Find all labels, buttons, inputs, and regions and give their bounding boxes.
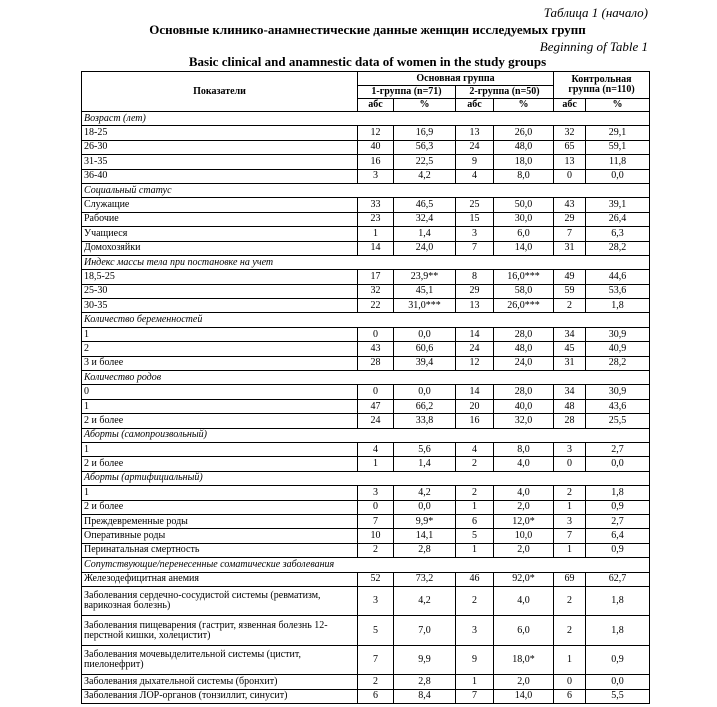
cell-abs: 13 xyxy=(456,126,494,140)
cell-abs: 1 xyxy=(554,645,586,675)
section-title: Аборты (самопроизвольный) xyxy=(82,428,650,442)
cell-pct: 1,8 xyxy=(586,586,650,616)
cell-pct: 8,0 xyxy=(494,442,554,456)
row-label: Заболевания сердечно-сосудистой системы (ревматизм, варикозная болезнь) xyxy=(82,586,358,616)
cell-pct: 1,8 xyxy=(586,616,650,646)
table-row xyxy=(82,543,650,557)
cell-abs: 20 xyxy=(456,399,494,413)
table-row xyxy=(82,169,650,183)
table-row xyxy=(82,572,650,586)
cell-pct: 4,0 xyxy=(494,586,554,616)
cell-pct: 26,0 xyxy=(494,126,554,140)
cell-pct: 28,2 xyxy=(586,241,650,255)
row-label: Рабочие xyxy=(82,212,358,226)
table-row xyxy=(82,514,650,528)
cell-pct: 32,4 xyxy=(394,212,456,226)
cell-abs: 69 xyxy=(554,572,586,586)
header-pct: % xyxy=(494,99,554,112)
cell-pct: 53,6 xyxy=(586,284,650,298)
cell-abs: 14 xyxy=(358,241,394,255)
cell-abs: 12 xyxy=(456,356,494,370)
cell-abs: 34 xyxy=(554,327,586,341)
section-title: Количество беременностей xyxy=(82,313,650,327)
cell-abs: 28 xyxy=(554,414,586,428)
table-caption-en: Beginning of Table 1 xyxy=(539,39,648,54)
cell-abs: 16 xyxy=(456,414,494,428)
table-row xyxy=(82,299,650,313)
header-control-group: Контрольная группа (n=110) xyxy=(554,72,650,99)
section-row xyxy=(82,558,650,572)
cell-pct: 48,0 xyxy=(494,342,554,356)
cell-abs: 1 xyxy=(554,500,586,514)
cell-pct: 0,9 xyxy=(586,500,650,514)
cell-pct: 0,9 xyxy=(586,645,650,675)
table-row xyxy=(82,140,650,154)
cell-pct: 60,6 xyxy=(394,342,456,356)
cell-pct: 66,2 xyxy=(394,399,456,413)
cell-pct: 16,0*** xyxy=(494,270,554,284)
table-row xyxy=(82,616,650,646)
cell-abs: 1 xyxy=(358,457,394,471)
cell-abs: 6 xyxy=(554,689,586,703)
cell-abs: 52 xyxy=(358,572,394,586)
table-row xyxy=(82,645,650,675)
cell-abs: 0 xyxy=(358,500,394,514)
row-label: 1 xyxy=(82,399,358,413)
cell-pct: 24,0 xyxy=(494,356,554,370)
cell-abs: 9 xyxy=(456,645,494,675)
cell-pct: 1,8 xyxy=(586,486,650,500)
cell-abs: 2 xyxy=(554,616,586,646)
cell-abs: 7 xyxy=(456,689,494,703)
header-abs: абс xyxy=(554,99,586,112)
cell-abs: 40 xyxy=(358,140,394,154)
row-label: Перинатальная смертность xyxy=(82,543,358,557)
cell-pct: 0,0 xyxy=(394,327,456,341)
cell-abs: 48 xyxy=(554,399,586,413)
cell-pct: 2,7 xyxy=(586,442,650,456)
cell-abs: 32 xyxy=(358,284,394,298)
header-abs: абс xyxy=(456,99,494,112)
cell-abs: 7 xyxy=(456,241,494,255)
cell-pct: 1,4 xyxy=(394,227,456,241)
cell-pct: 1,8 xyxy=(586,299,650,313)
header-pct: % xyxy=(586,99,650,112)
cell-abs: 25 xyxy=(456,198,494,212)
cell-pct: 8,4 xyxy=(394,689,456,703)
row-label: 18-25 xyxy=(82,126,358,140)
section-title: Индекс массы тела при постановке на учет xyxy=(82,255,650,269)
cell-abs: 0 xyxy=(358,327,394,341)
cell-pct: 23,9** xyxy=(394,270,456,284)
section-title: Аборты (артифициальный) xyxy=(82,471,650,485)
section-title: Сопутствующие/перенесенные соматические заболевания xyxy=(82,558,650,572)
section-row xyxy=(82,428,650,442)
row-label: 2 и более xyxy=(82,457,358,471)
row-label: 1 xyxy=(82,442,358,456)
cell-abs: 13 xyxy=(554,155,586,169)
section-row xyxy=(82,471,650,485)
clinical-data-table xyxy=(81,71,650,704)
table-row xyxy=(82,675,650,689)
cell-abs: 34 xyxy=(554,385,586,399)
section-row xyxy=(82,313,650,327)
cell-pct: 6,0 xyxy=(494,616,554,646)
cell-abs: 28 xyxy=(358,356,394,370)
cell-abs: 1 xyxy=(554,543,586,557)
table-row xyxy=(82,442,650,456)
cell-pct: 40,9 xyxy=(586,342,650,356)
cell-abs: 1 xyxy=(456,675,494,689)
cell-abs: 43 xyxy=(554,198,586,212)
cell-pct: 28,0 xyxy=(494,327,554,341)
cell-pct: 30,9 xyxy=(586,327,650,341)
cell-abs: 6 xyxy=(358,689,394,703)
cell-pct: 44,6 xyxy=(586,270,650,284)
cell-pct: 29,1 xyxy=(586,126,650,140)
cell-abs: 31 xyxy=(554,356,586,370)
row-label: 2 и более xyxy=(82,500,358,514)
cell-abs: 46 xyxy=(456,572,494,586)
row-label: 25-30 xyxy=(82,284,358,298)
cell-abs: 13 xyxy=(456,299,494,313)
cell-pct: 8,0 xyxy=(494,169,554,183)
cell-abs: 9 xyxy=(456,155,494,169)
cell-abs: 2 xyxy=(456,486,494,500)
cell-abs: 15 xyxy=(456,212,494,226)
table-row xyxy=(82,327,650,341)
cell-pct: 18,0 xyxy=(494,155,554,169)
cell-pct: 9,9* xyxy=(394,514,456,528)
cell-pct: 10,0 xyxy=(494,529,554,543)
cell-abs: 24 xyxy=(358,414,394,428)
row-label: 3 и более xyxy=(82,356,358,370)
header-pct: % xyxy=(394,99,456,112)
cell-abs: 0 xyxy=(358,385,394,399)
cell-abs: 49 xyxy=(554,270,586,284)
cell-abs: 7 xyxy=(358,645,394,675)
cell-pct: 62,7 xyxy=(586,572,650,586)
cell-abs: 23 xyxy=(358,212,394,226)
cell-pct: 14,0 xyxy=(494,241,554,255)
cell-pct: 39,1 xyxy=(586,198,650,212)
table-row xyxy=(82,155,650,169)
cell-pct: 0,9 xyxy=(586,543,650,557)
cell-abs: 2 xyxy=(554,299,586,313)
cell-abs: 2 xyxy=(554,586,586,616)
table-row xyxy=(82,227,650,241)
cell-abs: 5 xyxy=(456,529,494,543)
cell-pct: 14,1 xyxy=(394,529,456,543)
cell-abs: 32 xyxy=(554,126,586,140)
table-row xyxy=(82,356,650,370)
row-label: Заболевания дыхательной системы (бронхит) xyxy=(82,675,358,689)
cell-abs: 17 xyxy=(358,270,394,284)
cell-abs: 1 xyxy=(456,500,494,514)
cell-pct: 4,2 xyxy=(394,586,456,616)
cell-abs: 14 xyxy=(456,327,494,341)
cell-pct: 4,2 xyxy=(394,169,456,183)
cell-abs: 31 xyxy=(554,241,586,255)
section-title: Возраст (лет) xyxy=(82,112,650,126)
cell-pct: 6,3 xyxy=(586,227,650,241)
cell-abs: 5 xyxy=(358,616,394,646)
cell-pct: 12,0* xyxy=(494,514,554,528)
row-label: Железодефицитная анемия xyxy=(82,572,358,586)
cell-pct: 25,5 xyxy=(586,414,650,428)
cell-pct: 5,6 xyxy=(394,442,456,456)
cell-abs: 1 xyxy=(358,227,394,241)
cell-pct: 56,3 xyxy=(394,140,456,154)
cell-pct: 26,0*** xyxy=(494,299,554,313)
section-row xyxy=(82,112,650,126)
cell-abs: 3 xyxy=(456,227,494,241)
cell-abs: 4 xyxy=(456,442,494,456)
table-row xyxy=(82,500,650,514)
header-main-group: Основная группа xyxy=(358,72,554,86)
cell-abs: 2 xyxy=(358,675,394,689)
cell-pct: 0,0 xyxy=(394,385,456,399)
cell-abs: 22 xyxy=(358,299,394,313)
cell-pct: 48,0 xyxy=(494,140,554,154)
cell-abs: 12 xyxy=(358,126,394,140)
header-indicators: Показатели xyxy=(82,72,358,112)
cell-pct: 0,0 xyxy=(586,457,650,471)
cell-pct: 1,4 xyxy=(394,457,456,471)
table-row xyxy=(82,342,650,356)
table-title-en: Basic clinical and anamnestic data of women in the study groups xyxy=(188,54,547,69)
cell-abs: 3 xyxy=(358,169,394,183)
cell-abs: 0 xyxy=(554,457,586,471)
cell-abs: 24 xyxy=(456,342,494,356)
table-title-ru: Основные клинико-анамнестические данные женщин исследуемых групп xyxy=(149,22,586,37)
cell-pct: 2,0 xyxy=(494,543,554,557)
header-abs: абс xyxy=(358,99,394,112)
table-row xyxy=(82,385,650,399)
cell-pct: 11,8 xyxy=(586,155,650,169)
cell-abs: 59 xyxy=(554,284,586,298)
row-label: 30-35 xyxy=(82,299,358,313)
section-title: Количество родов xyxy=(82,371,650,385)
cell-abs: 47 xyxy=(358,399,394,413)
cell-abs: 7 xyxy=(554,529,586,543)
cell-abs: 16 xyxy=(358,155,394,169)
cell-abs: 65 xyxy=(554,140,586,154)
cell-pct: 7,0 xyxy=(394,616,456,646)
row-label: 2 и более xyxy=(82,414,358,428)
cell-abs: 29 xyxy=(456,284,494,298)
table-row xyxy=(82,198,650,212)
cell-abs: 14 xyxy=(456,385,494,399)
table-row xyxy=(82,586,650,616)
table-body xyxy=(82,112,650,704)
cell-pct: 28,2 xyxy=(586,356,650,370)
table-row xyxy=(82,241,650,255)
cell-pct: 0,0 xyxy=(394,500,456,514)
cell-pct: 59,1 xyxy=(586,140,650,154)
cell-abs: 3 xyxy=(358,486,394,500)
table-row xyxy=(82,399,650,413)
cell-abs: 10 xyxy=(358,529,394,543)
table-row xyxy=(82,212,650,226)
cell-abs: 45 xyxy=(554,342,586,356)
cell-pct: 22,5 xyxy=(394,155,456,169)
cell-pct: 50,0 xyxy=(494,198,554,212)
cell-pct: 2,8 xyxy=(394,675,456,689)
cell-abs: 4 xyxy=(358,442,394,456)
cell-abs: 24 xyxy=(456,140,494,154)
table-caption-ru: Таблица 1 (начало) xyxy=(543,5,648,20)
cell-abs: 7 xyxy=(358,514,394,528)
row-label: 31-35 xyxy=(82,155,358,169)
cell-abs: 33 xyxy=(358,198,394,212)
cell-pct: 2,0 xyxy=(494,675,554,689)
header-group-1: 1-группа (n=71) xyxy=(358,86,456,99)
row-label: Преждевременные роды xyxy=(82,514,358,528)
cell-pct: 39,4 xyxy=(394,356,456,370)
cell-abs: 6 xyxy=(456,514,494,528)
table-row xyxy=(82,284,650,298)
table-row xyxy=(82,689,650,703)
cell-pct: 6,0 xyxy=(494,227,554,241)
cell-pct: 31,0*** xyxy=(394,299,456,313)
table-row xyxy=(82,486,650,500)
cell-pct: 73,2 xyxy=(394,572,456,586)
cell-abs: 4 xyxy=(456,169,494,183)
cell-abs: 29 xyxy=(554,212,586,226)
row-label: 36-40 xyxy=(82,169,358,183)
cell-pct: 0,0 xyxy=(586,675,650,689)
cell-abs: 43 xyxy=(358,342,394,356)
cell-pct: 32,0 xyxy=(494,414,554,428)
cell-pct: 24,0 xyxy=(394,241,456,255)
cell-abs: 1 xyxy=(456,543,494,557)
cell-abs: 8 xyxy=(456,270,494,284)
row-label: 26-30 xyxy=(82,140,358,154)
header-group-2: 2-группа (n=50) xyxy=(456,86,554,99)
cell-pct: 40,0 xyxy=(494,399,554,413)
cell-pct: 2,7 xyxy=(586,514,650,528)
cell-pct: 46,5 xyxy=(394,198,456,212)
table-row xyxy=(82,126,650,140)
table-row xyxy=(82,414,650,428)
cell-abs: 3 xyxy=(456,616,494,646)
section-row xyxy=(82,183,650,197)
cell-abs: 3 xyxy=(358,586,394,616)
cell-abs: 7 xyxy=(554,227,586,241)
cell-pct: 2,0 xyxy=(494,500,554,514)
cell-pct: 4,0 xyxy=(494,457,554,471)
table-row xyxy=(82,457,650,471)
section-row xyxy=(82,255,650,269)
row-label: Учащиеся xyxy=(82,227,358,241)
cell-abs: 2 xyxy=(358,543,394,557)
cell-pct: 4,0 xyxy=(494,486,554,500)
cell-pct: 30,9 xyxy=(586,385,650,399)
cell-pct: 33,8 xyxy=(394,414,456,428)
cell-abs: 0 xyxy=(554,675,586,689)
cell-pct: 9,9 xyxy=(394,645,456,675)
cell-pct: 43,6 xyxy=(586,399,650,413)
cell-pct: 58,0 xyxy=(494,284,554,298)
cell-abs: 3 xyxy=(554,442,586,456)
cell-pct: 14,0 xyxy=(494,689,554,703)
row-label: Заболевания пищеварения (гастрит, язвенная болезнь 12-перстной кишки, холецистит) xyxy=(82,616,358,646)
cell-pct: 26,4 xyxy=(586,212,650,226)
row-label: Заболевания мочевыделительной системы (цистит, пиелонефрит) xyxy=(82,645,358,675)
cell-pct: 18,0* xyxy=(494,645,554,675)
table-row xyxy=(82,529,650,543)
cell-pct: 6,4 xyxy=(586,529,650,543)
section-title: Социальный статус xyxy=(82,183,650,197)
cell-pct: 45,1 xyxy=(394,284,456,298)
cell-pct: 30,0 xyxy=(494,212,554,226)
table-row xyxy=(82,270,650,284)
row-label: Оперативные роды xyxy=(82,529,358,543)
row-label: Домохозяйки xyxy=(82,241,358,255)
row-label: 18,5-25 xyxy=(82,270,358,284)
section-row xyxy=(82,371,650,385)
cell-abs: 2 xyxy=(554,486,586,500)
row-label: 1 xyxy=(82,327,358,341)
cell-abs: 3 xyxy=(554,514,586,528)
cell-pct: 28,0 xyxy=(494,385,554,399)
row-label: 2 xyxy=(82,342,358,356)
row-label: 0 xyxy=(82,385,358,399)
row-label: Служащие xyxy=(82,198,358,212)
cell-abs: 2 xyxy=(456,586,494,616)
cell-abs: 0 xyxy=(554,169,586,183)
cell-pct: 0,0 xyxy=(586,169,650,183)
cell-pct: 5,5 xyxy=(586,689,650,703)
cell-pct: 2,8 xyxy=(394,543,456,557)
cell-abs: 2 xyxy=(456,457,494,471)
cell-pct: 92,0* xyxy=(494,572,554,586)
cell-pct: 16,9 xyxy=(394,126,456,140)
row-label: 1 xyxy=(82,486,358,500)
cell-pct: 4,2 xyxy=(394,486,456,500)
row-label: Заболевания ЛОР-органов (тонзиллит, синусит) xyxy=(82,689,358,703)
